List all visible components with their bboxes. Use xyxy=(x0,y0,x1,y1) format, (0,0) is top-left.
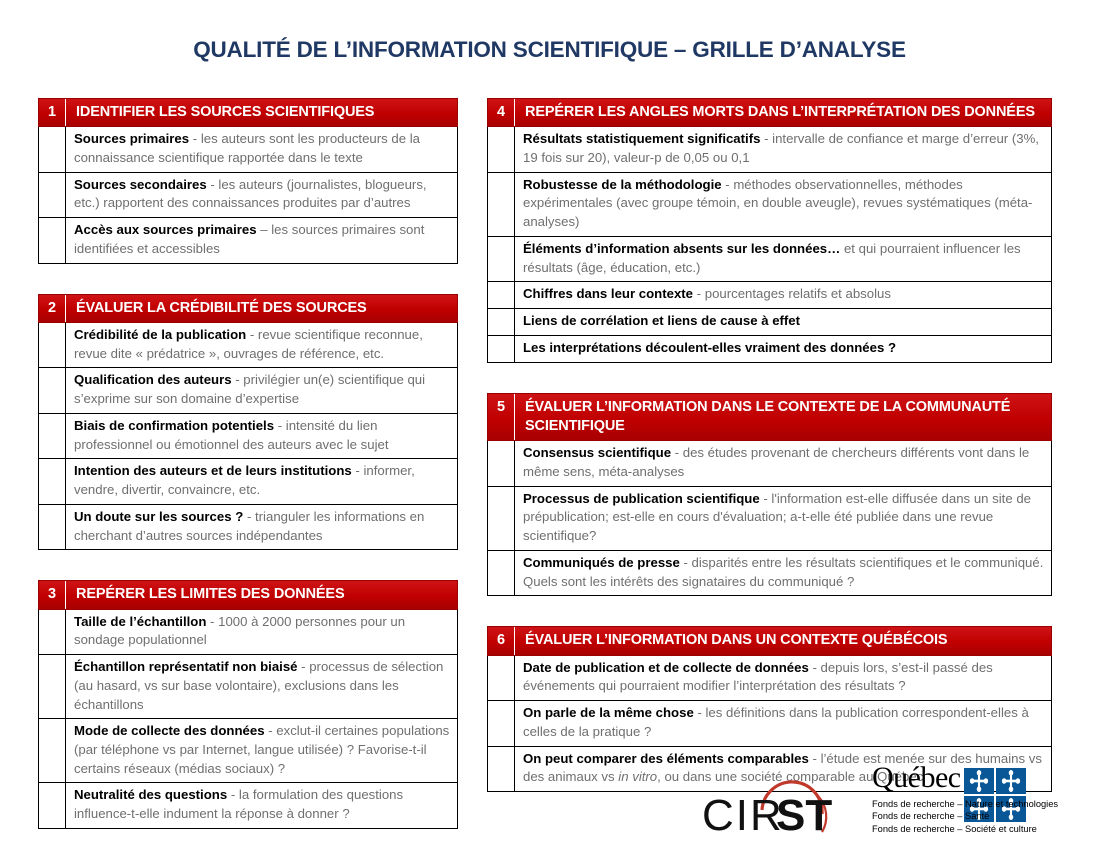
criteria-row xyxy=(39,127,457,172)
checkbox-cell[interactable] xyxy=(488,237,515,281)
checkbox-cell[interactable] xyxy=(488,282,515,308)
criteria-description: - l'information est-elle diffusée dans un site de prépublication; est-elle en cours d'évaluation; a-t-elle été publiée dans une revue scientifique? xyxy=(523,490,1032,544)
criteria-text xyxy=(515,237,1051,281)
criteria-description: - disparités entre les résultats scientifiques et le communiqué. Quels sont les intérêts des signataires du communiqué ? xyxy=(523,554,1044,589)
criteria-term: Chiffres dans leur contexte xyxy=(523,286,694,302)
criteria-text xyxy=(66,655,457,718)
checkbox-cell[interactable] xyxy=(488,309,515,335)
criteria-text xyxy=(515,282,1051,308)
criteria-row xyxy=(488,701,1051,746)
checkbox-cell[interactable] xyxy=(39,655,66,718)
criteria-row xyxy=(39,173,457,218)
criteria-term: Processus de publication scientifique xyxy=(523,490,760,506)
checkbox-cell[interactable] xyxy=(39,218,66,262)
criteria-text xyxy=(66,368,457,412)
criteria-term: Résultats statistiquement significatifs xyxy=(523,131,761,147)
checkbox-cell[interactable] xyxy=(39,505,66,549)
checkbox-cell[interactable] xyxy=(488,173,515,236)
criteria-row xyxy=(488,551,1051,595)
page-title: QUALITÉ DE L’INFORMATION SCIENTIFIQUE – GRILLE D’ANALYSE xyxy=(193,37,906,62)
criteria-term: Date de publication et de collecte de données xyxy=(523,659,809,675)
checkbox-cell[interactable] xyxy=(39,127,66,171)
section-rows xyxy=(38,127,458,263)
criteria-term: On peut comparer des éléments comparables xyxy=(523,750,809,766)
criteria-row xyxy=(39,218,457,262)
criteria-row xyxy=(488,487,1051,551)
criteria-row xyxy=(488,282,1051,309)
criteria-description: - des études provenant de chercheurs différents vont dans le même sens, méta-analyses xyxy=(523,445,1030,479)
criteria-term: Accès aux sources primaires xyxy=(74,222,257,238)
section-title: ÉVALUER L’INFORMATION DANS LE CONTEXTE DE LA COMMUNAUTÉ SCIENTIFIQUE xyxy=(525,398,1011,434)
criteria-term: Biais de confirmation potentiels xyxy=(74,417,275,433)
criteria-term: On parle de la même chose xyxy=(523,705,694,721)
criteria-text xyxy=(66,173,457,217)
section-number: 1 xyxy=(39,99,66,126)
section-title: ÉVALUER LA CRÉDIBILITÉ DES SOURCES xyxy=(76,299,367,316)
section-number: 3 xyxy=(39,581,66,608)
section-header-2 xyxy=(38,294,458,323)
quebec-flag-icon-1 xyxy=(964,768,994,794)
criteria-description: - trianguler les informations en cherchant d’autres sources indépendantes xyxy=(74,508,425,543)
criteria-text xyxy=(515,173,1051,236)
quebec-tagline xyxy=(872,798,1058,835)
checkbox-cell[interactable] xyxy=(488,441,515,485)
section-header-6 xyxy=(487,626,1052,655)
checkbox-cell[interactable] xyxy=(488,336,515,362)
criteria-description: - privilégier un(e) scientifique qui s’exprime sur son domaine d’expertise xyxy=(74,372,426,407)
quebec-tagline-line: Fonds de recherche – Nature et technologies xyxy=(872,799,1059,809)
section-4 xyxy=(487,98,1052,363)
criteria-term: Qualification des auteurs xyxy=(74,372,232,388)
section-rows xyxy=(487,441,1052,596)
criteria-row xyxy=(39,368,457,413)
criteria-description: - méthodes observationnelles, méthodes expérimentales (avec groupe témoin, en double aveugle), revues systématiques (méta-analyses) xyxy=(523,176,1033,230)
section-1 xyxy=(38,98,458,264)
section-title: REPÉRER LES ANGLES MORTS DANS L’INTERPRÉTATION DES DONNÉES xyxy=(525,104,1035,120)
checkbox-cell[interactable] xyxy=(488,656,515,700)
criteria-term: Crédibilité de la publication xyxy=(74,326,247,342)
quebec-wordmark: Québec xyxy=(872,761,961,794)
section-header-1 xyxy=(38,98,458,127)
criteria-term: Mode de collecte des données xyxy=(74,723,265,739)
criteria-term: Liens de corrélation et liens de cause à effet xyxy=(523,313,801,329)
quebec-tagline-line: Fonds de recherche – Santé xyxy=(872,811,990,822)
criteria-row xyxy=(488,127,1051,172)
criteria-description: et qui pourraient influencer les résultats (âge, éducation, etc.) xyxy=(523,240,1021,275)
criteria-text xyxy=(515,127,1051,171)
criteria-description: - les définitions dans la publication correspondent-elles à celles de la pratique ? xyxy=(523,705,1029,739)
section-2 xyxy=(38,294,458,551)
criteria-description: - les auteurs (journalistes, blogueurs, etc.) rapportent des connaissances produites par d’autres xyxy=(74,176,427,211)
checkbox-cell[interactable] xyxy=(488,127,515,171)
criteria-text xyxy=(515,441,1051,485)
criteria-text xyxy=(515,309,1051,335)
criteria-term: Neutralité des questions xyxy=(74,787,228,803)
section-number: 6 xyxy=(488,627,515,654)
quebec-flag-icon-2 xyxy=(996,768,1026,794)
section-rows xyxy=(38,323,458,550)
left-column xyxy=(38,98,458,859)
footer-logos xyxy=(0,762,1099,852)
criteria-term: Échantillon représentatif non biaisé xyxy=(74,659,298,675)
criteria-row xyxy=(488,173,1051,237)
criteria-row xyxy=(39,323,457,368)
criteria-text xyxy=(66,459,457,503)
criteria-description: - exclut-il certaines populations (par téléphone vs par Internet, langue utilisée) ? Favorise-t-il certains réseaux (médias sociaux) ? xyxy=(74,723,450,776)
criteria-row xyxy=(39,610,457,655)
criteria-description: - intervalle de confiance et marge d’erreur (3%, 19 fois sur 20), valeur-p de 0,05 ou 0,1 xyxy=(523,131,1039,166)
section-number: 2 xyxy=(39,295,66,322)
section-rows xyxy=(487,127,1052,362)
criteria-description: - informer, vendre, divertir, convaincre, etc. xyxy=(74,463,415,498)
criteria-text xyxy=(515,656,1051,700)
section-header-5 xyxy=(487,393,1052,442)
checkbox-cell[interactable] xyxy=(488,551,515,595)
section-header-4 xyxy=(487,98,1052,127)
criteria-description: - processus de sélection (au hasard, vs sur base volontaire), exclusions dans les échantillons xyxy=(74,659,444,712)
criteria-term: Un doute sur les sources ? xyxy=(74,508,244,524)
criteria-text xyxy=(66,127,457,171)
criteria-term: Taille de l’échantillon xyxy=(74,613,207,629)
cirst-logo xyxy=(700,776,850,838)
checkbox-cell[interactable] xyxy=(39,414,66,458)
criteria-term: Les interprétations découlent-elles vraiment des données ? xyxy=(523,339,897,355)
criteria-description: - intensité du lien professionnel ou émotionnel des auteurs avec le sujet xyxy=(74,417,389,452)
criteria-description: - les auteurs sont les producteurs de la connaissance scientifique rapportée dans le texte xyxy=(74,131,420,166)
criteria-text xyxy=(515,487,1051,550)
criteria-description: - revue scientifique reconnue, revue dite « prédatrice », ouvrages de référence, etc. xyxy=(74,326,423,361)
criteria-term: Robustesse de la méthodologie xyxy=(523,176,722,192)
checkbox-cell[interactable] xyxy=(39,610,66,654)
criteria-text xyxy=(66,414,457,458)
criteria-row xyxy=(488,336,1051,362)
quebec-tagline-line: Fonds de recherche – Société et culture xyxy=(872,823,1037,834)
right-column xyxy=(487,98,1052,822)
criteria-row xyxy=(488,656,1051,701)
criteria-description: - 1000 à 2000 personnes pour un sondage populationnel xyxy=(74,613,406,648)
criteria-text xyxy=(515,551,1051,595)
criteria-description: – les sources primaires sont identifiées et accessibles xyxy=(74,222,425,256)
criteria-description: - la formulation des questions influence-t-elle indument la réponse à donner ? xyxy=(74,787,404,822)
checkbox-cell[interactable] xyxy=(39,173,66,217)
section-title: REPÉRER LES LIMITES DES DONNÉES xyxy=(76,586,345,603)
criteria-term: Sources primaires xyxy=(74,131,190,147)
criteria-description: - pourcentages relatifs et absolus xyxy=(693,286,891,302)
criteria-row xyxy=(488,309,1051,336)
criteria-text xyxy=(66,218,457,262)
criteria-term: Éléments d’information absents sur les données… xyxy=(523,240,841,256)
criteria-text xyxy=(515,701,1051,745)
criteria-row xyxy=(39,505,457,549)
quebec-flags xyxy=(964,768,1026,798)
checkbox-cell[interactable] xyxy=(39,368,66,412)
checkbox-cell[interactable] xyxy=(488,701,515,745)
section-number: 5 xyxy=(488,394,515,441)
cirst-bold-text: ST xyxy=(776,791,833,838)
criteria-term: Communiqués de presse xyxy=(523,554,680,570)
checkbox-cell[interactable] xyxy=(39,459,66,503)
criteria-text xyxy=(515,336,1051,362)
criteria-text xyxy=(66,610,457,654)
checkbox-cell[interactable] xyxy=(488,487,515,550)
section-number: 4 xyxy=(488,99,515,126)
checkbox-cell[interactable] xyxy=(39,323,66,367)
criteria-row xyxy=(488,441,1051,486)
quebec-logo xyxy=(872,761,1059,836)
section-header-3 xyxy=(38,580,458,609)
cirst-light-text: CIR xyxy=(702,791,784,838)
criteria-text xyxy=(66,323,457,367)
criteria-term: Consensus scientifique xyxy=(523,445,672,461)
cirst-logo-svg xyxy=(700,776,850,838)
criteria-description: - depuis lors, s’est-il passé des événements qui pourraient modifier l’interprétation des résultats ? xyxy=(523,659,993,694)
section-title: IDENTIFIER LES SOURCES SCIENTIFIQUES xyxy=(76,104,375,120)
criteria-description: - l’étude est menée sur des humains vs des animaux vs in vitro, ou dans une société comparable au Québec xyxy=(523,750,1042,785)
criteria-term: Intention des auteurs et de leurs institutions xyxy=(74,463,352,479)
criteria-term: Sources secondaires xyxy=(74,176,207,192)
criteria-row xyxy=(39,459,457,504)
criteria-text xyxy=(66,505,457,549)
section-5 xyxy=(487,393,1052,597)
criteria-row xyxy=(39,414,457,459)
criteria-row xyxy=(39,655,457,719)
section-title: ÉVALUER L’INFORMATION DANS UN CONTEXTE QUÉBÉCOIS xyxy=(525,632,948,649)
criteria-row xyxy=(488,237,1051,282)
